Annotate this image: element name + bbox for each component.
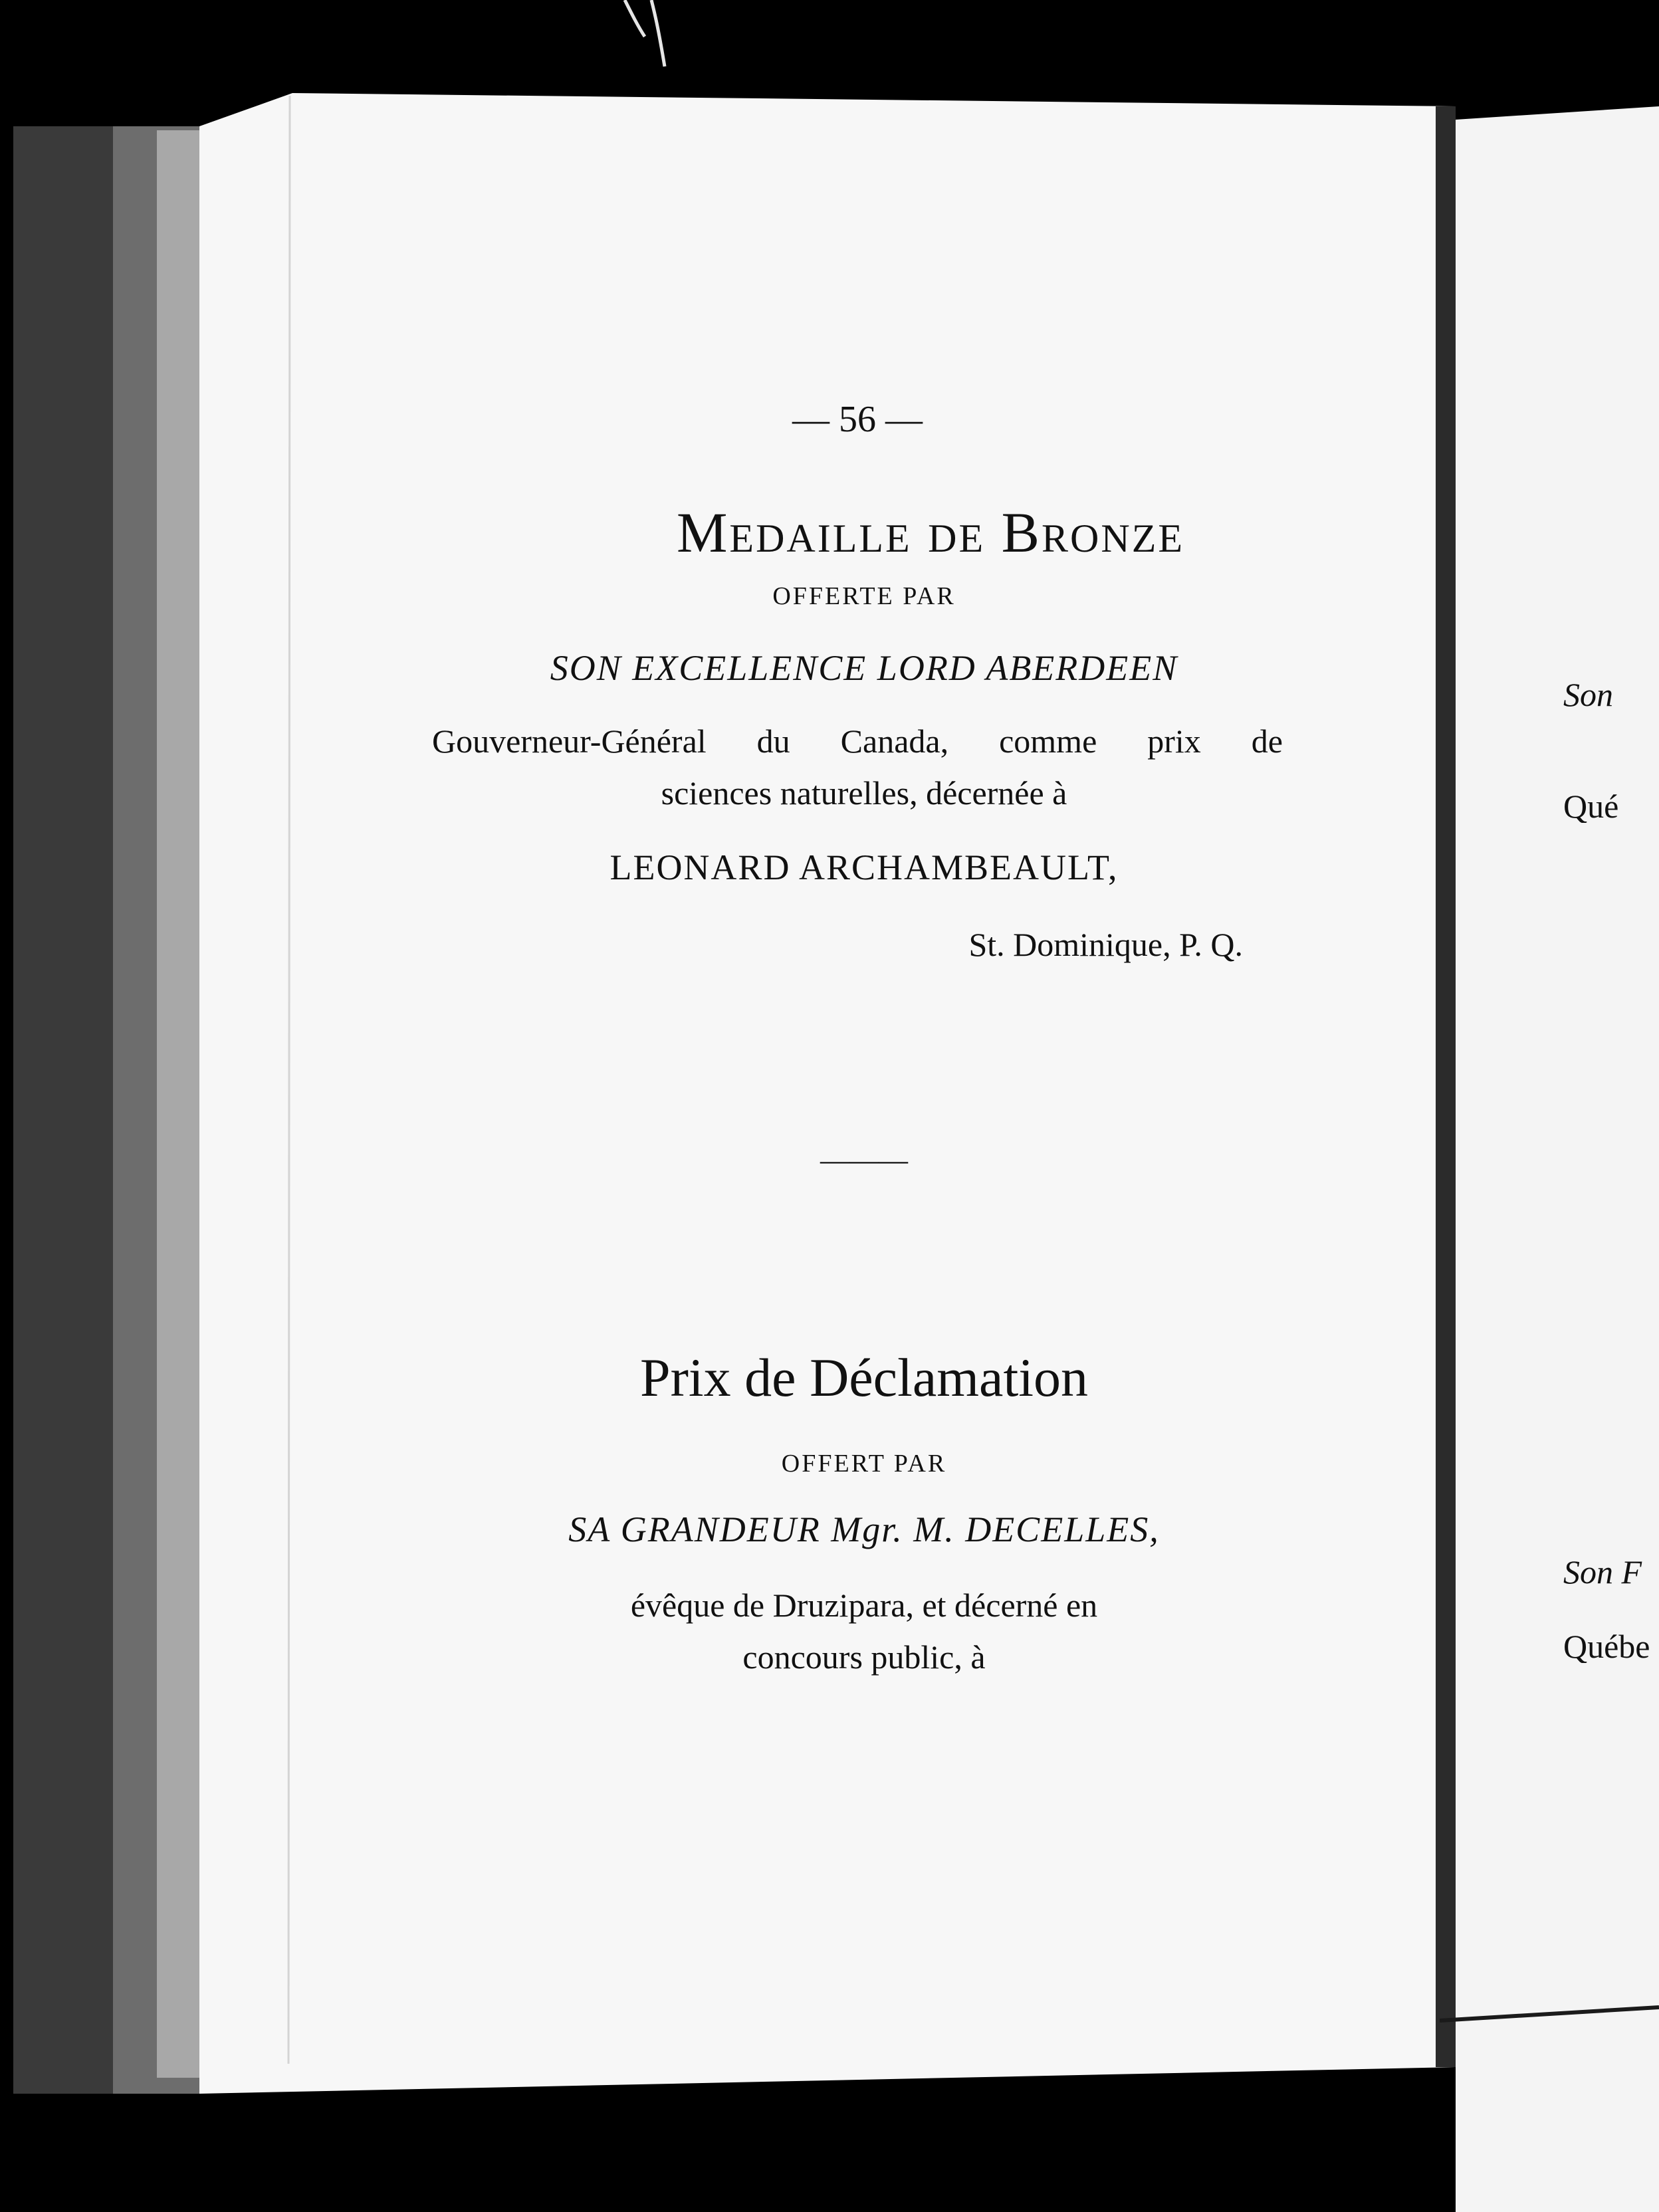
next-page-fragment: Son xyxy=(1563,678,1613,711)
next-page-fragment: Son F xyxy=(1563,1555,1642,1589)
recipient-location: St. Dominique, P. Q. xyxy=(968,926,1243,963)
right-page-edge xyxy=(1456,106,1659,2212)
honoree-name: SA GRANDEUR Mgr. M. DECELLES, xyxy=(568,1509,1160,1549)
honoree-name: SON EXCELLENCE LORD ABERDEEN xyxy=(550,648,1178,688)
section-separator: ——— xyxy=(820,1144,908,1176)
left-page xyxy=(199,93,1456,2094)
description-line-2: concours public, à xyxy=(742,1638,986,1676)
left-page-fold xyxy=(288,96,290,2064)
next-page-fragment: Québe xyxy=(1563,1630,1650,1663)
page-number: — 56 — xyxy=(792,399,923,440)
page-gap xyxy=(1436,106,1456,2067)
next-page-fragment: Qué xyxy=(1563,790,1619,823)
offered-by-label: OFFERTE PAR xyxy=(772,582,956,610)
description-line-1: Gouverneur-Général du Canada, comme prix de xyxy=(432,722,1283,760)
section-title-declamation-prize: Prix de Déclamation xyxy=(639,1347,1089,1408)
description-line-2: sciences naturelles, décernée à xyxy=(661,774,1067,812)
description-line-1: évêque de Druzipara, et décerné en xyxy=(630,1587,1098,1624)
section-title-bronze-medal: Medaille de Bronze xyxy=(676,500,1185,564)
recipient-name: LEONARD ARCHAMBEAULT, xyxy=(609,847,1119,887)
offered-by-label: OFFERT PAR xyxy=(781,1450,947,1478)
